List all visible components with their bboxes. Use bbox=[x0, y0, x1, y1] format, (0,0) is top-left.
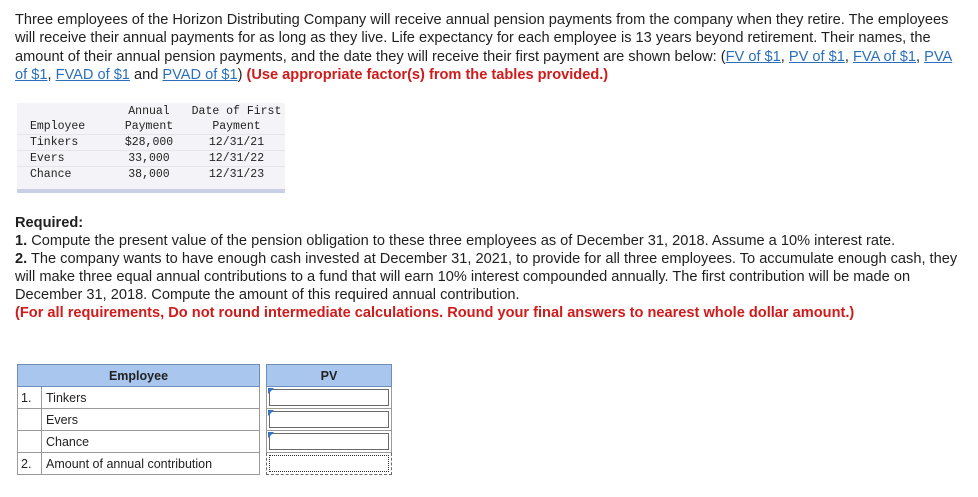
row-label: Tinkers bbox=[42, 387, 260, 409]
separator: , bbox=[916, 48, 925, 65]
pv-input-tinkers[interactable] bbox=[267, 387, 392, 409]
separator: , bbox=[780, 48, 789, 65]
input-box[interactable] bbox=[269, 411, 389, 428]
separator: , bbox=[844, 48, 853, 65]
required-heading: Required: bbox=[15, 215, 84, 231]
req-number: 2. bbox=[15, 251, 28, 267]
table-row bbox=[17, 135, 285, 151]
header-payment: Payment bbox=[124, 120, 174, 133]
link-pva-of-1[interactable]: PVA of $1 bbox=[15, 48, 953, 84]
link-pvad-of-1[interactable]: PVAD of $1 bbox=[162, 67, 238, 84]
link-pv-of-1[interactable]: PV of $1 bbox=[788, 48, 845, 65]
link-fv-of-1[interactable]: FV of $1 bbox=[725, 48, 781, 65]
input-box[interactable] bbox=[269, 433, 389, 450]
header-employee: Employee bbox=[30, 120, 86, 133]
header-date-of-first: Date of First bbox=[191, 105, 282, 118]
requirements bbox=[15, 214, 960, 322]
separator: , bbox=[47, 67, 56, 84]
flag-marker-icon bbox=[268, 388, 274, 394]
factor-instruction: (Use appropriate factor(s) from the tables provided.) bbox=[246, 67, 609, 84]
input-box[interactable] bbox=[269, 455, 389, 472]
table-row bbox=[18, 387, 392, 409]
annual-contribution-input[interactable] bbox=[267, 453, 392, 475]
table-row bbox=[18, 409, 392, 431]
table-row bbox=[17, 151, 285, 167]
table-row bbox=[18, 431, 392, 453]
separator: and bbox=[129, 67, 163, 84]
flag-marker-icon bbox=[268, 432, 274, 438]
table-row bbox=[17, 167, 285, 183]
employee-name: Evers bbox=[17, 151, 110, 167]
spacer bbox=[260, 387, 267, 409]
req-text: The company wants to have enough cash invested at December 31, 2021, to provide for all three employees. To accumulate enough cash, they will make three equal annual contributions to a fund that will earn 10% interest compounded annually. The first contribution will be made on December 31, 2018. Compute the amount of this required annual contribution. bbox=[15, 251, 958, 303]
link-fva-of-1[interactable]: FVA of $1 bbox=[853, 48, 917, 65]
annual-payment: $28,000 bbox=[110, 135, 188, 151]
problem-intro bbox=[15, 11, 960, 85]
row-label: Amount of annual contribution bbox=[42, 453, 260, 475]
annual-payment: 33,000 bbox=[110, 151, 188, 167]
requirement-2 bbox=[15, 250, 960, 304]
header-cell bbox=[17, 103, 110, 119]
annual-payment: 38,000 bbox=[110, 167, 188, 183]
employee-data-table bbox=[17, 103, 285, 193]
spacer bbox=[260, 453, 267, 475]
employee-name: Tinkers bbox=[17, 135, 110, 151]
req-number: 1. bbox=[15, 233, 28, 249]
row-number bbox=[18, 409, 42, 431]
input-box[interactable] bbox=[269, 389, 389, 406]
first-payment-date: 12/31/21 bbox=[188, 135, 285, 151]
answer-table bbox=[17, 364, 392, 475]
spacer bbox=[260, 365, 267, 387]
first-payment-date: 12/31/23 bbox=[188, 167, 285, 183]
intro-close: ) bbox=[237, 67, 247, 84]
row-label: Evers bbox=[42, 409, 260, 431]
spacer bbox=[260, 431, 267, 453]
header-employee: Employee bbox=[18, 365, 260, 387]
header-payment-date: Payment bbox=[212, 120, 261, 133]
header-annual: Annual bbox=[128, 105, 170, 118]
requirement-1 bbox=[15, 232, 960, 250]
row-label: Chance bbox=[42, 431, 260, 453]
first-payment-date: 12/31/22 bbox=[188, 151, 285, 167]
pv-input-evers[interactable] bbox=[267, 409, 392, 431]
row-number: 1. bbox=[18, 387, 42, 409]
link-fvad-of-1[interactable]: FVAD of $1 bbox=[55, 67, 130, 84]
row-number bbox=[18, 431, 42, 453]
table-row bbox=[18, 453, 392, 475]
pv-input-chance[interactable] bbox=[267, 431, 392, 453]
spacer bbox=[260, 409, 267, 431]
rounding-note: (For all requirements, Do not round intermediate calculations. Round your final answers to nearest whole dollar amount.) bbox=[15, 305, 855, 321]
intro-text: Three employees of the Horizon Distributing Company will receive annual pension payments from the company when they retire. The employees will receive their annual payments for as long as they live. Life expectancy for each employee is 13 years beyond retirement. Their names, the amount of their annual pension payments, and the date they will receive their first payment are shown below: ( bbox=[15, 12, 949, 65]
header-pv: PV bbox=[267, 365, 392, 387]
req-text: Compute the present value of the pension obligation to these three employees as of December 31, 2018. Assume a 10% interest rate. bbox=[27, 233, 896, 249]
flag-marker-icon bbox=[268, 410, 274, 416]
employee-name: Chance bbox=[17, 167, 110, 183]
row-number: 2. bbox=[18, 453, 42, 475]
